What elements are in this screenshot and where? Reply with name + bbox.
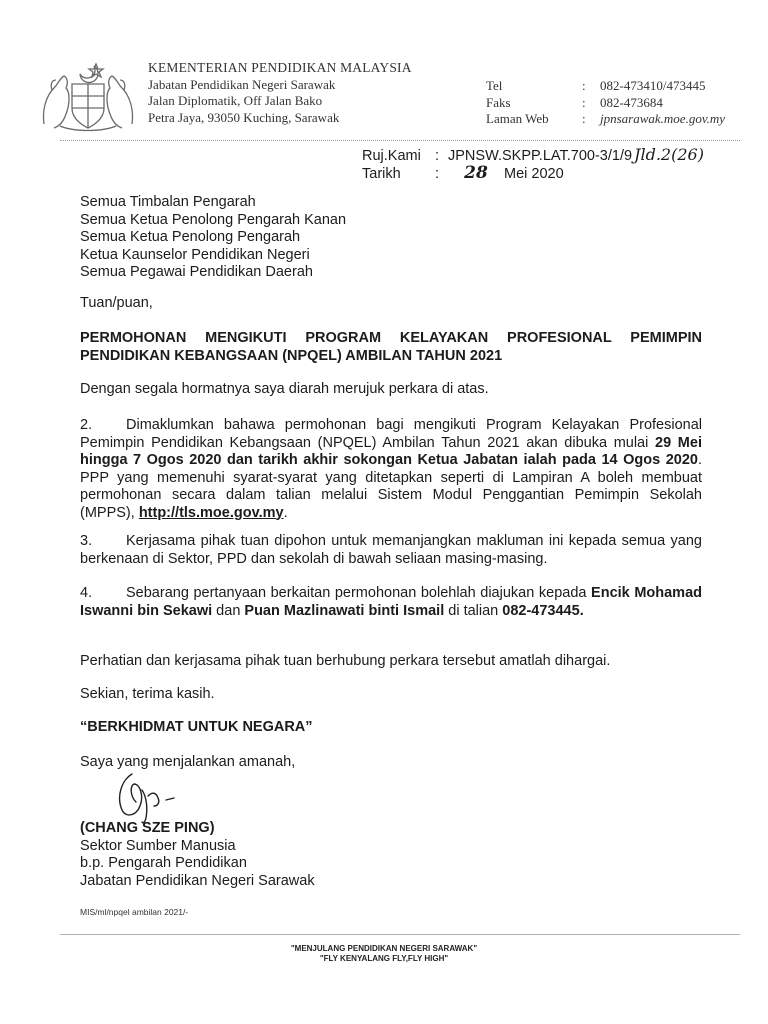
- signature-icon: [108, 766, 188, 826]
- signatory-block: [80, 820, 315, 890]
- contact-separator: :: [582, 111, 586, 126]
- reference-value: JPNSW.SKPP.LAT.700-3/1/9: [448, 148, 633, 164]
- signatory-line: Sektor Sumber Manusia: [80, 837, 236, 854]
- contact-value: 082-473410/473445: [600, 78, 706, 93]
- reference-block: [362, 146, 704, 183]
- paragraph-text: . PPP yang memenuhi syarat-syarat yang ditetapkan seperti di Lampiran A boleh membuat permohonan secara dalam talian melalui Sistem Modul Penggantian Pemimpin Sekolah (MPPS),: [80, 452, 702, 521]
- paragraph-1: Dengan segala hormatnya saya diarah merujuk perkara di atas.: [80, 381, 489, 397]
- paragraph-6: Sekian, terima kasih.: [80, 686, 215, 702]
- contact-value: jpnsarawak.moe.gov.my: [600, 111, 726, 126]
- reference-label: Ruj.Kami: [362, 148, 421, 164]
- paragraph-number: 4.: [80, 585, 93, 601]
- salutation: Tuan/puan,: [80, 295, 153, 311]
- contact-separator: :: [582, 94, 586, 110]
- address-line: Petra Jaya, 93050 Kuching, Sarawak: [148, 109, 340, 125]
- footer-line: "FLY KENYALANG FLY,FLY HIGH": [319, 954, 449, 963]
- recipient: Semua Ketua Penolong Pengarah Kanan: [80, 211, 347, 228]
- paragraph-text: .: [283, 504, 288, 521]
- address-line: Jalan Diplomatik, Off Jalan Bako: [148, 93, 323, 108]
- paragraph-2: [80, 417, 702, 522]
- contact-label: Faks: [486, 94, 511, 110]
- contact-row-tel: [486, 78, 725, 95]
- paragraph-5: Perhatian dan kerjasama pihak tuan berhubung perkara tersebut amatlah dihargai.: [80, 653, 611, 669]
- signatory-line: b.p. Pengarah Pendidikan: [80, 855, 247, 871]
- paragraph-number: 2.: [80, 417, 93, 433]
- ministry-name: KEMENTERIAN PENDIDIKAN MALAYSIA: [148, 60, 412, 75]
- contact-row-web: [486, 111, 725, 128]
- paragraph-4: [80, 585, 702, 620]
- paragraph-text: dan: [212, 602, 245, 619]
- address-line: Jabatan Pendidikan Negeri Sarawak: [148, 76, 336, 92]
- recipient: Semua Pegawai Pendidikan Daerah: [80, 264, 313, 280]
- recipient: Ketua Kaunselor Pendidikan Negeri: [80, 246, 310, 263]
- subject-heading: PERMOHONAN MENGIKUTI PROGRAM KELAYAKAN PROFESIONAL PEMIMPIN PENDIDIKAN KEBANGSAAN (NPQEL) AMBILAN TAHUN 2021: [80, 330, 702, 364]
- paragraph-dates-bold: 29 Mei hingga 7 Ogos 2020 dan tarikh akhir sokongan Ketua Jabatan ialah pada 14 Ogos 2020: [80, 434, 702, 468]
- letterhead-address: [148, 60, 412, 126]
- paragraph-number: 3.: [80, 533, 93, 549]
- coat-of-arms-icon: [38, 60, 138, 132]
- reference-row: [362, 146, 704, 165]
- signatory-line: Jabatan Pendidikan Negeri Sarawak: [80, 872, 315, 889]
- footer: [0, 944, 768, 964]
- recipient: Semua Timbalan Pengarah: [80, 194, 256, 210]
- paragraph-text: Sebarang pertanyaan berkaitan permohonan bolehlah diajukan kepada: [126, 585, 592, 601]
- date-day-handwritten: 28: [464, 163, 488, 183]
- contact-person-1: Encik Mohamad Iswanni bin Sekawi: [80, 585, 702, 619]
- recipient-list: [80, 194, 702, 282]
- footer-divider: [60, 934, 740, 935]
- contact-label: Tel: [486, 78, 503, 93]
- contact-row-fax: [486, 95, 725, 112]
- motto: “BERKHIDMAT UNTUK NEGARA”: [80, 719, 313, 735]
- letterhead-divider: [60, 140, 740, 141]
- paragraph-text: Dimaklumkan bahawa permohonan bagi mengikuti Program Kelayakan Profesional Pemimpin Pendidikan Kebangsaan (NPQEL) Ambilan Tahun 2021 akan dibuka mulai: [80, 417, 702, 451]
- date-month-year: Mei 2020: [504, 166, 564, 182]
- file-reference: MIS/ml/npqel ambilan 2021/-: [80, 907, 189, 917]
- contact-value: 082-473684: [600, 94, 663, 110]
- contact-label: Laman Web: [486, 111, 549, 126]
- contact-separator: :: [582, 78, 586, 93]
- paragraph-3: [80, 533, 702, 568]
- mpps-link[interactable]: http://tls.moe.gov.my: [138, 504, 284, 521]
- contact-phone: 082-473445.: [502, 602, 584, 619]
- paragraph-text: Kerjasama pihak tuan dipohon untuk memanjangkan makluman ini kepada semua yang berkenaan di Sektor, PPD dan sekolah di bawah seliaan masing-masing.: [80, 533, 702, 567]
- recipient: Semua Ketua Penolong Pengarah: [80, 229, 301, 245]
- paragraph-text: di talian: [444, 602, 503, 619]
- signatory-name: (CHANG SZE PING): [80, 820, 215, 836]
- date-separator: :: [434, 166, 440, 182]
- closing-line: Saya yang menjalankan amanah,: [80, 754, 296, 770]
- date-row: [362, 165, 704, 183]
- reference-handwritten: Jld.2(26): [634, 145, 704, 164]
- letterhead-contacts: [486, 78, 725, 128]
- date-label: Tarikh: [362, 166, 401, 182]
- contact-person-2: Puan Mazlinawati binti Ismail: [244, 602, 445, 619]
- footer-line: "MENJULANG PENDIDIKAN NEGERI SARAWAK": [290, 944, 478, 953]
- reference-separator: :: [434, 148, 440, 164]
